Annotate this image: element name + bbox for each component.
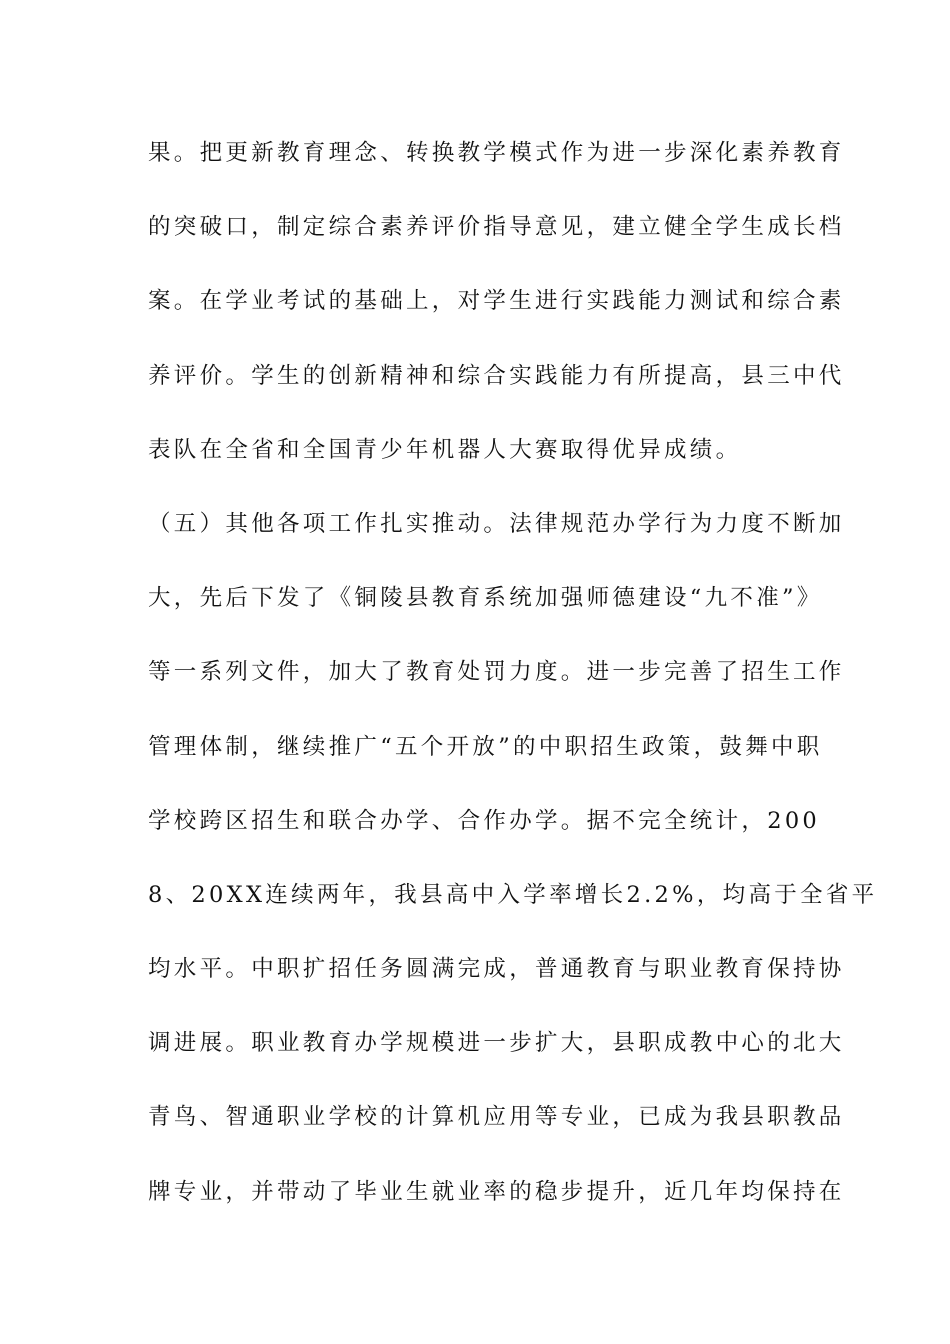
body-text — [148, 130, 878, 1243]
text-line-10: 学校跨区招生和联合办学、合作办学。据不完全统计，200 — [148, 807, 821, 834]
text-line-1: 果。把更新教育理念、转换教学模式作为进一步深化素养教育 — [148, 140, 845, 166]
text-line-3: 案。在学业考试的基础上，对学生进行实践能力测试和综合素 — [148, 288, 845, 315]
text-line-12: 均水平。中职扩招任务圆满完成，普通教育与职业教育保持协 — [148, 956, 845, 983]
text-line-2: 的突破口，制定综合素养评价指导意见，建立健全学生成长档 — [148, 214, 845, 241]
text-line-8: 等一系列文件，加大了教育处罚力度。进一步完善了招生工作 — [148, 659, 845, 686]
text-line-4: 养评价。学生的创新精神和综合实践能力有所提高，县三中代 — [148, 362, 845, 389]
text-line-6: （五）其他各项工作扎实推动。法律规范办学行为力度不断加 — [148, 510, 845, 537]
text-line-11: 8、20XX连续两年，我县高中入学率增长2.2%，均高于全省平 — [148, 881, 878, 908]
text-line-9: 管理体制，继续推广“五个开放”的中职招生政策，鼓舞中职 — [148, 733, 823, 760]
text-line-15: 牌专业，并带动了毕业生就业率的稳步提升，近几年均保持在 — [148, 1178, 845, 1205]
text-line-5: 表队在全省和全国青少年机器人大赛取得优异成绩。 — [148, 436, 742, 463]
text-line-13: 调进展。职业教育办学规模进一步扩大，县职成教中心的北大 — [148, 1030, 845, 1057]
text-line-7: 大，先后下发了《铜陵县教育系统加强师德建设“九不准”》 — [148, 585, 823, 612]
text-line-14: 青鸟、智通职业学校的计算机应用等专业，已成为我县职教品 — [148, 1104, 845, 1131]
